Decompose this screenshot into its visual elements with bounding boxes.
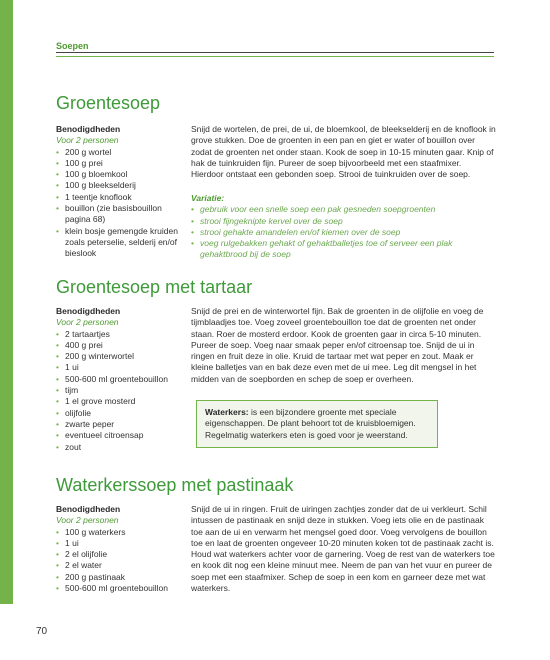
header-rule <box>56 52 494 53</box>
list-item: • olijfolie <box>56 408 181 419</box>
list-item: • 100 g prei <box>56 158 181 169</box>
list-item: • strooi gehakte amandelen en/of kiemen over de soep <box>191 227 496 238</box>
variation-list <box>191 204 496 260</box>
variation-heading: Variatie: <box>191 193 225 203</box>
recipe-groentesoep-met-tartaar <box>56 276 496 452</box>
ingredients-list <box>56 147 181 260</box>
list-item: • 2 tartaartjes <box>56 329 181 340</box>
list-item: • strooi fijngeknipte kervel over de soep <box>191 216 496 227</box>
left-color-bar <box>0 0 13 604</box>
tip-box <box>196 400 438 448</box>
list-item: • zwarte peper <box>56 419 181 430</box>
ingredients-list <box>56 527 181 595</box>
list-item: • 500-600 ml groentebouillon <box>56 374 181 385</box>
ingredients-heading: Benodigdheden <box>56 306 121 316</box>
list-item: • zout <box>56 442 181 453</box>
ingredients-list <box>56 329 181 453</box>
tip-text: is een bijzondere groente met speciale eigenschappen. De plant behoort tot de kruisbloemigen. Regelmatig waterkers eten is goed voor je weerstand. <box>205 407 416 440</box>
header-rule-green <box>56 56 494 57</box>
list-item: • 1 teentje knoflook <box>56 192 181 203</box>
tip-heading: Waterkers: <box>205 407 249 417</box>
list-item: • 500-600 ml groentebouillon <box>56 583 181 594</box>
ingredients-heading: Benodigdheden <box>56 124 121 134</box>
variation-block <box>191 193 496 261</box>
ingredients-block <box>56 306 181 453</box>
recipe-title: Waterkerssoep met pastinaak <box>56 475 294 495</box>
servings: Voor 2 personen <box>56 515 119 526</box>
method-text: Snijd de wortelen, de prei, de ui, de bloemkool, de bleekselderij en de knoflook in grove stukken. Doe de groenten in een pan en giet er water of bouillon over zodat de groenten net onder staan. Kook de soep in 10-15 minuten gaar. Knip of hak de tuinkruiden fijn. Pureer de soep bijvoorbeeld met een staafmixer. Hierdoor ontstaat een gebonden soep. Strooi de tuinkruiden over de soep. <box>191 124 496 180</box>
list-item: • tijm <box>56 385 181 396</box>
list-item: • 200 g wortel <box>56 147 181 158</box>
servings: Voor 2 personen <box>56 135 119 146</box>
list-item: • 100 g bleekselderij <box>56 180 181 191</box>
list-item: • 1 el grove mosterd <box>56 396 181 407</box>
list-item: • 2 el water <box>56 560 181 571</box>
list-item: • klein bosje gemengde kruiden zoals peterselie, selderij en/of bieslook <box>56 226 181 260</box>
recipe-groentesoep <box>56 92 496 260</box>
servings: Voor 2 personen <box>56 317 119 328</box>
section-label: Soepen <box>56 41 89 51</box>
ingredients-block <box>56 504 181 594</box>
list-item: • 200 g pastinaak <box>56 572 181 583</box>
recipe-title: Groentesoep met tartaar <box>56 277 253 297</box>
list-item: • 1 ui <box>56 362 181 373</box>
ingredients-block <box>56 124 181 260</box>
list-item: • gebruik voor een snelle soep een pak gesneden soepgroenten <box>191 204 496 215</box>
list-item: • 2 el olijfolie <box>56 549 181 560</box>
recipe-title: Groentesoep <box>56 93 161 113</box>
list-item: • 100 g bloemkool <box>56 169 181 180</box>
list-item: • 200 g winterwortel <box>56 351 181 362</box>
list-item: • 400 g prei <box>56 340 181 351</box>
page-number: 70 <box>36 626 48 637</box>
ingredients-heading: Benodigdheden <box>56 504 121 514</box>
list-item: • 100 g waterkers <box>56 527 181 538</box>
list-item: • voeg rulgebakken gehakt of gehaktballetjes toe of serveer een plak gehaktbrood bij de soep <box>191 238 496 261</box>
list-item: • 1 ui <box>56 538 181 549</box>
method-text: Snijd de prei en de winterwortel fijn. Bak de groenten in de olijfolie en voeg de tijmblaadjes toe. Voeg zoveel groentebouillon toe dat de groenten net onder staan. Roer de mosterd erdoor. Kook de groenten gaar in circa 5-10 minuten. Pureer de soep. Voeg naar smaak peper en/of citroensap toe. Snijd de ui in ringen en fruit deze in olie. Kruid de tartaar met wat peper en zout. Maak er kleine balletjes van en bak deze even met de ui mee. Leg dit mengsel in het midden van de soepborden en schep de soep er overheen. <box>191 306 484 384</box>
list-item: • eventueel citroensap <box>56 430 181 441</box>
method-text: Snijd de ui in ringen. Fruit de uiringen zachtjes zonder dat de ui verkleurt. Schil intussen de pastinaak en snijd deze in stukken. Voeg iets olie en de pastinaak toe aan de ui en verwarm het mengsel goed door. Voeg vervolgens de bouillon toe en laat de groenten ongeveer 10-20 minuten koken tot de pastinaak zacht is. Houd wat waterkers achter voor de garnering. Voeg de rest van de waterkers toe en kook dit nog een kleine minuut mee. Neem de pan van het vuur en pureer de soep met een staafmixer. Schep de soep in een kom en garneer deze met wat waterkers. <box>191 504 495 594</box>
recipe-waterkerssoep-met-pastinaak <box>56 474 496 594</box>
list-item: • bouillon (zie basisbouillon pagina 68) <box>56 203 181 226</box>
